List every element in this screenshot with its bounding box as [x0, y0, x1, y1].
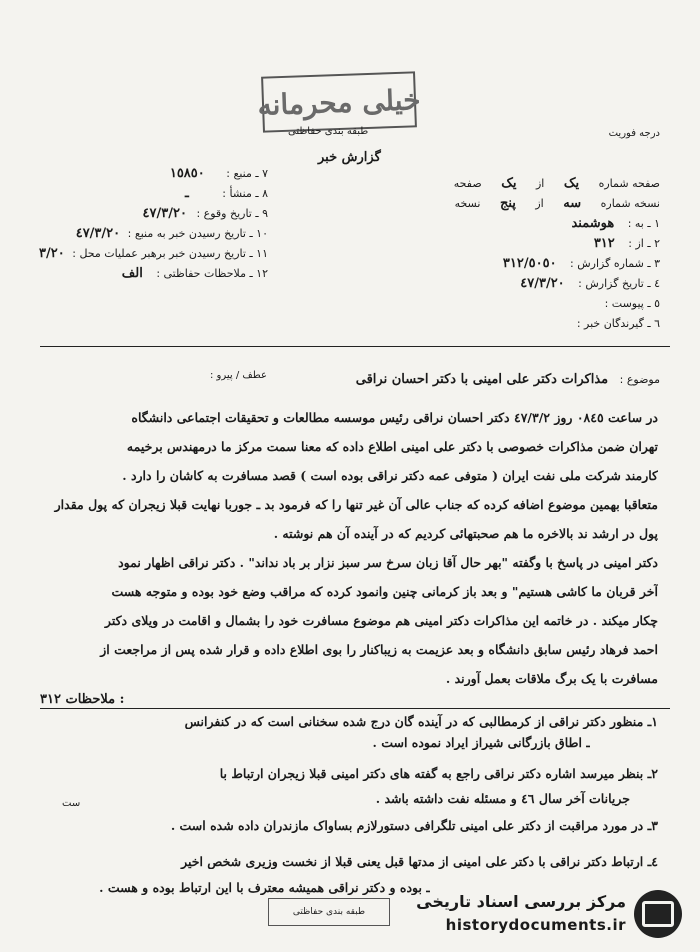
field-to: ١ ـ به : هوشمند: [571, 216, 660, 231]
body-line: پول در ارشد ند بالاخره ما هم صحبتهائی کردیم که در آینده آن هم نوشته .: [273, 526, 658, 541]
notes-heading: ملاحظات ٣١٢ :: [40, 692, 125, 707]
classification-stamp: خیلی محرمانه: [261, 71, 417, 132]
body-line: متعاقبا بهمین موضوع اضافه کرده که جناب عالی آن غیر تنها را که فرمود بد ـ جوربا نهایت قبلا زیجران که پول مقدار: [54, 497, 658, 512]
bottom-classification-stamp: طبقه بندی حفاظتی: [268, 898, 390, 926]
header-divider: [40, 346, 670, 347]
reference-label: عطف / پیرو :: [210, 370, 267, 381]
note-line: ٣ـ در مورد مراقبت از دکتر علی امینی تلگرافی دستورلازم بساواک مازندران داده شده است .: [170, 818, 658, 833]
field-security-notes: ١٢ ـ ملاحظات حفاظتی : الف: [121, 266, 268, 281]
field-leader-receipt-date: ١١ ـ تاریخ رسیدن خبر برهبر عملیات محل : ٣/٢٠: [39, 246, 268, 261]
body-line: در ساعت ٠٨٤٥ روز ٤٧/٣/٢ دکتر احسان نراقی رئیس موسسه مطالعات و تحقیقات اجتماعی دانشگاه: [131, 410, 658, 425]
field-occurrence-date: ٩ ـ تاریخ وقوع : ٤٧/٣/٢٠: [142, 206, 268, 221]
classification-label: طبقه بندی حفاظتی: [288, 126, 369, 137]
subject-line: موضوع : مذاکرات دکتر علی امینی با دکتر احسان نراقی: [355, 372, 660, 387]
body-line: مسافرت با یک برگ ملاقات بعمل آورند .: [445, 671, 658, 686]
note-line: ١ـ منظور دکتر نراقی از کرمطالبی که در آینده گان درج شده سخنانی است که در کنفرانس: [184, 714, 658, 729]
note-line: ـ بوده و دکتر نراقی همیشه معترف با این ارتباط بوده و هست .: [99, 880, 430, 895]
archive-url[interactable]: historydocuments.ir: [445, 916, 626, 934]
field-report-date: ٤ ـ تاریخ گزارش : ٤٧/٣/٢٠: [520, 276, 660, 291]
field-copy-number: نسخه شماره سه از پنج نسخه: [454, 196, 660, 211]
body-line: احمد فرهاد رئیس سابق دانشگاه و بعد عزیمت به زیباکنار را بوی اطلاع داده و قرار شده پس از مراجعت از: [100, 642, 658, 657]
priority-label: درجه فوریت: [608, 128, 660, 139]
body-line: کارمند شرکت ملی نفت ایران ( متوفی عمه دکتر نراقی بوده است ) قصد مسافرت به کاشان را دارد .: [122, 468, 658, 483]
archive-logo-icon: [634, 890, 682, 938]
archive-title: مرکز بررسی اسناد تاریخی: [416, 892, 626, 911]
field-source-receipt-date: ١٠ ـ تاریخ رسیدن خبر به منبع : ٤٧/٣/٢٠: [75, 226, 268, 241]
field-page-number: صفحه شماره یک از یک صفحه: [453, 176, 660, 191]
note-line: ٤ـ ارتباط دکتر نراقی با دکتر علی امینی از مدتها قبل یعنی قبلا از نخست وزیری شخص اخیر: [181, 854, 658, 869]
field-recipients: ٦ ـ گیرندگان خبر :: [576, 317, 660, 330]
report-title: گزارش خبر: [318, 150, 381, 165]
body-line: دکتر امینی در پاسخ با وگفته "بهر حال آقا زبان سرخ سر سبز نزار بر باد نداند" . دکتر نراقی اظهار نمود: [118, 555, 658, 570]
notes-divider: [40, 708, 670, 709]
field-from: ٢ ـ از : ٣١٢: [593, 236, 660, 251]
field-source: ٧ ـ منبع : ١٥٨٥٠: [169, 166, 268, 181]
field-attachment: ٥ ـ پیوست :: [604, 297, 660, 310]
note-line: ٢ـ بنظر میرسد اشاره دکتر نراقی راجع به گفته های دکتر امینی قبلا زیجران ارتباط با: [219, 766, 658, 781]
margin-note: ست: [62, 798, 81, 809]
body-line: چکار میکند . در خاتمه این مذاکرات دکتر امینی هم موضوع مسافرت خود را بشمال و اقامت در ویلای دکتر: [104, 613, 658, 628]
note-line: جریانات آخر سال ٤٦ و مسئله نفت داشته باشد .: [375, 791, 630, 806]
note-line: ـ اطاق بازرگانی شیراز ایراد نموده است .: [372, 735, 590, 750]
field-origin: ٨ ـ منشأ : ـ: [184, 186, 268, 201]
field-report-number: ٣ ـ شماره گزارش : ٣١٢/٥٠٥٠: [502, 256, 660, 271]
body-line: آخر قربان ما کاشی هستیم" و بعد باز کرمانی چنین وانمود کرده که مراقب وضع خود بوده و متوجه هست: [111, 584, 658, 599]
body-line: تهران ضمن مذاکرات خصوصی با دکتر علی امینی اطلاع داده که معنا سمت مرکز ما درمهندس برخیمه: [126, 439, 658, 454]
